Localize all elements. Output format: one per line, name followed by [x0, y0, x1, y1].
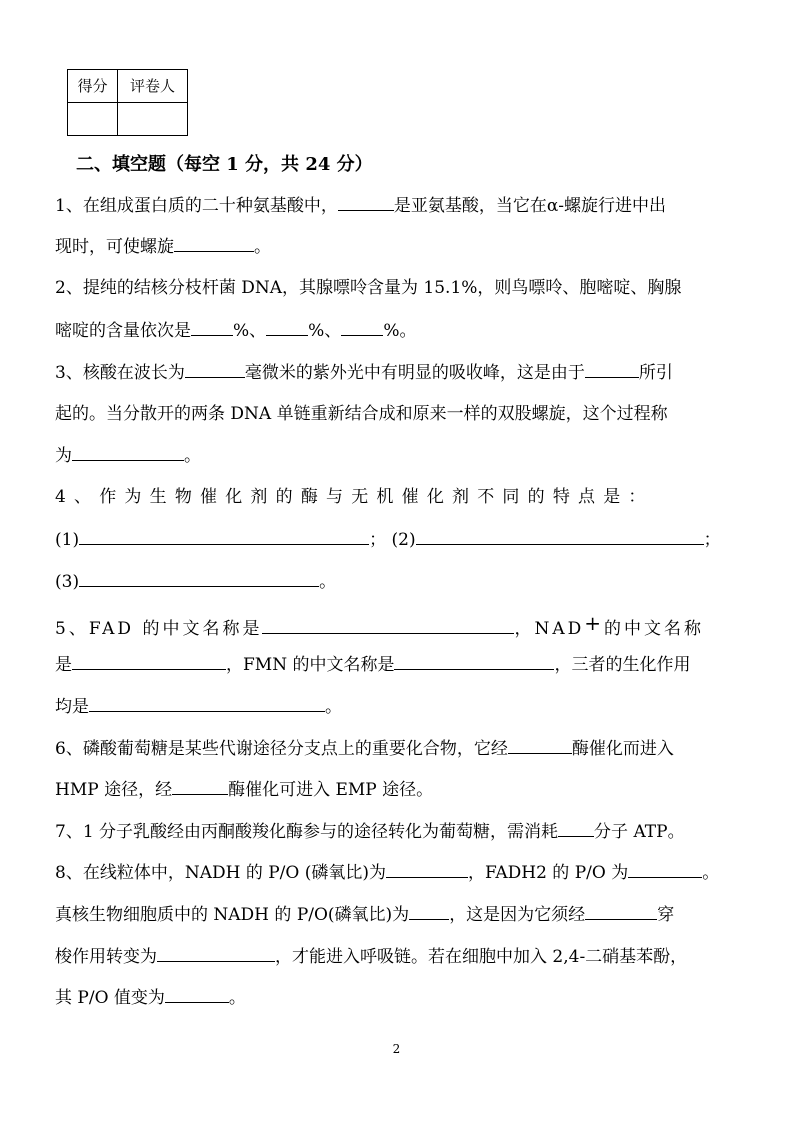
q5-line1: 5、FAD 的中文名称是 ，NAD+的中文名称: [55, 611, 705, 639]
q6-blank2[interactable]: [172, 777, 228, 795]
q6-line2: HMP 途径，经 酶催化可进入 EMP 途径。: [55, 777, 433, 802]
q5-line3: 均是 。: [55, 694, 342, 719]
q3-blank2[interactable]: [585, 360, 639, 378]
q2-blank1[interactable]: [191, 318, 233, 336]
q7-line1: 7、1 分子乳酸经由丙酮酸羧化酶参与的途径转化为葡萄糖，需消耗 分子 ATP。: [55, 819, 685, 844]
q8-line2: 真核生物细胞质中的 NADH 的 P/O(磷氧比)为 ，这是因为它须经 穿: [55, 902, 674, 927]
q8-blank6[interactable]: [165, 985, 229, 1003]
q1-blank2[interactable]: [174, 234, 254, 252]
q8-blank2[interactable]: [628, 860, 702, 878]
q4-blank1[interactable]: [79, 527, 369, 545]
q5-blank2[interactable]: [72, 652, 226, 670]
q5-blank1[interactable]: [262, 616, 514, 634]
q6-line1: 6、磷酸葡萄糖是某些代谢途径分支点上的重要化合物，它经 酶催化而进入: [55, 736, 674, 761]
q6-blank1[interactable]: [508, 736, 572, 754]
score-cell[interactable]: [68, 103, 118, 136]
q5-blank3[interactable]: [394, 652, 554, 670]
q3-line3: 为 。: [55, 443, 201, 468]
q7-blank1[interactable]: [558, 819, 594, 837]
q4-line3: (3) 。: [55, 569, 336, 594]
q4-blank2[interactable]: [416, 527, 704, 545]
q5-line2: 是 ，FMN 的中文名称是 ，三者的生化作用: [55, 652, 690, 677]
page-number: 2: [392, 1042, 401, 1056]
q8-line1: 8、在线粒体中，NADH 的 P/O (磷氧比)为 ，FADH2 的 P/O 为 。: [55, 860, 719, 885]
q8-blank3[interactable]: [409, 902, 449, 920]
q3-blank3[interactable]: [72, 443, 184, 461]
q8-line4: 其 P/O 值变为 。: [55, 985, 246, 1010]
q8-blank5[interactable]: [157, 944, 275, 962]
q3-line2: 起的。当分散开的两条 DNA 单链重新结合成和原来一样的双股螺旋，这个过程称: [55, 404, 668, 424]
grader-cell[interactable]: [118, 103, 188, 136]
q3-line1: 3、核酸在波长为 毫微米的紫外光中有明显的吸收峰，这是由于 所引: [55, 360, 673, 385]
q4-line1: 4、作为生物催化剂的酶与无机催化剂不同的特点是：: [55, 487, 654, 507]
grader-header: 评卷人: [118, 70, 188, 103]
q8-blank1[interactable]: [386, 860, 468, 878]
q8-line3: 梭作用转变为 ，才能进入呼吸链。若在细胞中加入 2,4-二硝基苯酚，: [55, 944, 687, 969]
q1-line1: 1、在组成蛋白质的二十种氨基酸中， 是亚氨基酸，当它在α-螺旋行进中出: [55, 193, 666, 218]
q8-blank4[interactable]: [585, 902, 657, 920]
q4-line2: (1) ； (2) ；: [55, 527, 721, 552]
q2-line2: 嘧啶的含量依次是 %、 %、 %。: [55, 318, 416, 343]
score-header: 得分: [68, 70, 118, 103]
q1-line2: 现时，可使螺旋 。: [55, 234, 271, 259]
q2-blank3[interactable]: [341, 318, 383, 336]
q2-line1: 2、提纯的结核分枝杆菌 DNA，其腺嘌呤含量为 15.1%，则鸟嘌呤、胞嘧啶、胸腺: [55, 278, 682, 298]
q2-blank2[interactable]: [266, 318, 308, 336]
q1-blank1[interactable]: [338, 193, 394, 211]
q5-blank4[interactable]: [89, 694, 325, 712]
section-title: 二、填空题（每空 1 分，共 24 分）: [76, 154, 373, 175]
q3-blank1[interactable]: [185, 360, 245, 378]
q4-blank3[interactable]: [79, 569, 319, 587]
score-table: [67, 69, 188, 136]
